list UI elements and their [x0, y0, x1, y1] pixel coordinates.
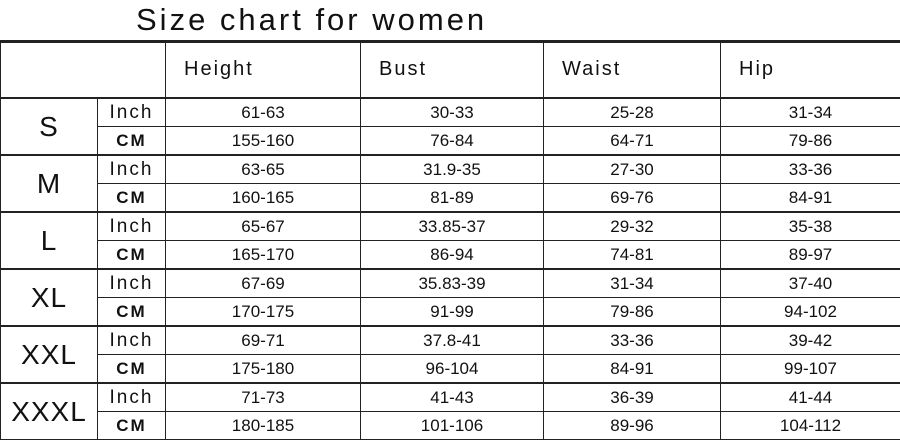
size-chart-table: [0, 42, 900, 440]
column-header-waist: Waist: [562, 59, 621, 79]
hip-value-cell: 104-112: [721, 412, 900, 440]
waist-value-cell: 25-28: [544, 98, 721, 127]
bust-value-cell: 30-33: [361, 98, 544, 127]
height-value-cell: 170-175: [166, 298, 361, 327]
hip-value-cell: 79-86: [721, 127, 900, 156]
column-header-bust: Bust: [379, 59, 427, 79]
waist-value-cell: 27-30: [544, 155, 721, 184]
unit-label: CM: [98, 127, 166, 156]
header-height-cell: [166, 43, 361, 99]
waist-value-cell: 36-39: [544, 383, 721, 412]
waist-value-cell: 29-32: [544, 212, 721, 241]
header-row: [1, 43, 900, 99]
unit-label: CM: [98, 412, 166, 440]
height-value-cell: 180-185: [166, 412, 361, 440]
header-corner-cell: [1, 43, 166, 99]
bust-value-cell: 76-84: [361, 127, 544, 156]
hip-value-cell: 41-44: [721, 383, 900, 412]
bust-value-cell: 35.83-39: [361, 269, 544, 298]
chart-title: Size chart for women: [136, 2, 487, 38]
header-waist-cell: [544, 43, 721, 99]
waist-value-cell: 74-81: [544, 241, 721, 270]
hip-value-cell: 31-34: [721, 98, 900, 127]
hip-value-cell: 99-107: [721, 355, 900, 384]
height-value-cell: 165-170: [166, 241, 361, 270]
size-row-inch: [1, 326, 900, 355]
bust-value-cell: 31.9-35: [361, 155, 544, 184]
column-header-height: Height: [184, 59, 254, 79]
waist-value-cell: 69-76: [544, 184, 721, 213]
header-bust-cell: [361, 43, 544, 99]
size-row-inch: [1, 155, 900, 184]
waist-value-cell: 89-96: [544, 412, 721, 440]
bust-value-cell: 33.85-37: [361, 212, 544, 241]
unit-label: CM: [98, 298, 166, 327]
height-value-cell: 71-73: [166, 383, 361, 412]
height-value-cell: 65-67: [166, 212, 361, 241]
header-hip-cell: [721, 43, 900, 99]
waist-value-cell: 33-36: [544, 326, 721, 355]
hip-value-cell: 39-42: [721, 326, 900, 355]
chart-title-bar: [0, 0, 900, 42]
size-row-cm: [1, 184, 900, 213]
unit-label: Inch: [98, 269, 166, 298]
hip-value-cell: 33-36: [721, 155, 900, 184]
size-row-inch: [1, 212, 900, 241]
hip-value-cell: 89-97: [721, 241, 900, 270]
size-label: L: [1, 212, 98, 269]
unit-label: Inch: [98, 98, 166, 127]
bust-value-cell: 41-43: [361, 383, 544, 412]
size-label: XL: [1, 269, 98, 326]
bust-value-cell: 86-94: [361, 241, 544, 270]
unit-label: CM: [98, 184, 166, 213]
bust-value-cell: 101-106: [361, 412, 544, 440]
size-label: M: [1, 155, 98, 212]
size-row-cm: [1, 355, 900, 384]
height-value-cell: 69-71: [166, 326, 361, 355]
waist-value-cell: 79-86: [544, 298, 721, 327]
waist-value-cell: 31-34: [544, 269, 721, 298]
size-chart-body: [1, 43, 900, 440]
height-value-cell: 175-180: [166, 355, 361, 384]
hip-value-cell: 94-102: [721, 298, 900, 327]
height-value-cell: 61-63: [166, 98, 361, 127]
size-row-cm: [1, 412, 900, 440]
size-row-cm: [1, 298, 900, 327]
bust-value-cell: 37.8-41: [361, 326, 544, 355]
unit-label: CM: [98, 241, 166, 270]
hip-value-cell: 35-38: [721, 212, 900, 241]
size-label: XXL: [1, 326, 98, 383]
size-row-inch: [1, 98, 900, 127]
bust-value-cell: 96-104: [361, 355, 544, 384]
bust-value-cell: 91-99: [361, 298, 544, 327]
unit-label: Inch: [98, 326, 166, 355]
bust-value-cell: 81-89: [361, 184, 544, 213]
size-label: S: [1, 98, 98, 155]
hip-value-cell: 84-91: [721, 184, 900, 213]
height-value-cell: 67-69: [166, 269, 361, 298]
waist-value-cell: 84-91: [544, 355, 721, 384]
hip-value-cell: 37-40: [721, 269, 900, 298]
height-value-cell: 155-160: [166, 127, 361, 156]
column-header-hip: Hip: [739, 59, 775, 79]
size-row-inch: [1, 383, 900, 412]
unit-label: CM: [98, 355, 166, 384]
size-row-cm: [1, 241, 900, 270]
unit-label: Inch: [98, 155, 166, 184]
height-value-cell: 160-165: [166, 184, 361, 213]
size-row-cm: [1, 127, 900, 156]
unit-label: Inch: [98, 383, 166, 412]
size-label: XXXL: [1, 383, 98, 440]
waist-value-cell: 64-71: [544, 127, 721, 156]
unit-label: Inch: [98, 212, 166, 241]
size-row-inch: [1, 269, 900, 298]
height-value-cell: 63-65: [166, 155, 361, 184]
